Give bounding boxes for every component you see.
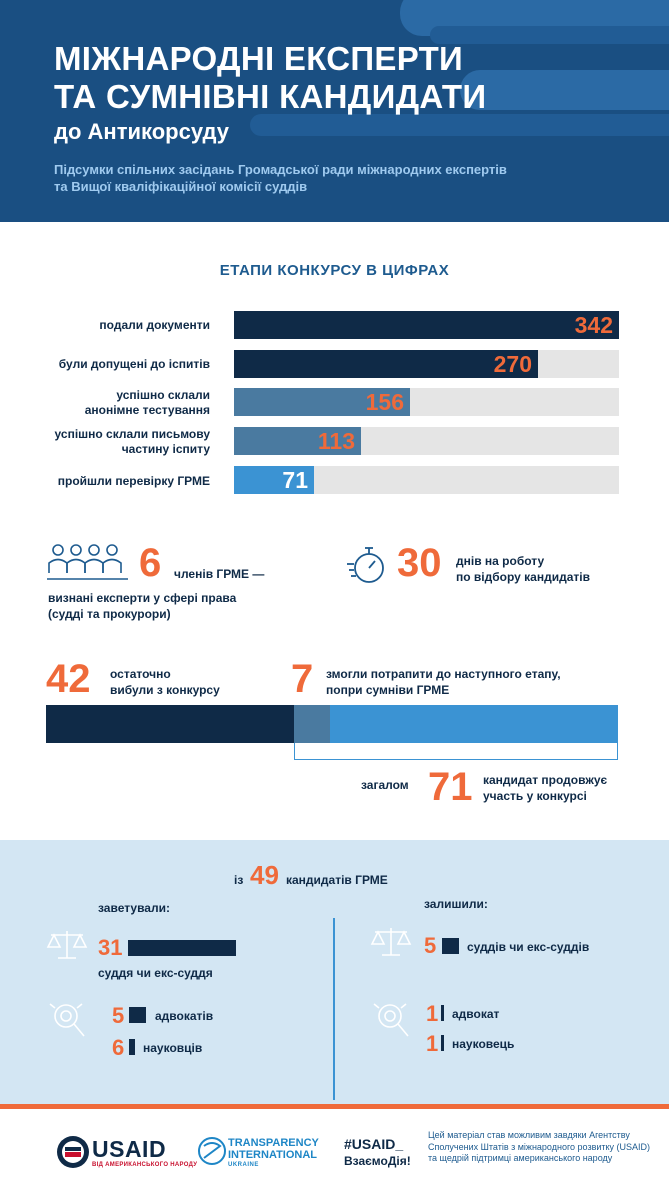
stage-label: були допущені до іспитів bbox=[58, 357, 210, 371]
total-number: 71 bbox=[428, 765, 473, 809]
stages-title: ЕТАПИ КОНКУРСУ В ЦИФРАХ bbox=[219, 262, 450, 279]
stage-bar-track bbox=[234, 466, 619, 494]
stage-value: 270 bbox=[493, 351, 532, 377]
kept-title: залишили: bbox=[424, 897, 488, 911]
vetoed-judges-label: суддя чи екс-суддя bbox=[98, 966, 213, 980]
total-prefix: загалом bbox=[361, 778, 409, 792]
vetoed-scientists-label: науковців bbox=[143, 1041, 203, 1055]
passed-text-line: попри сумніви ГРМЕ bbox=[326, 683, 450, 697]
stage-bar-fill bbox=[234, 427, 361, 455]
days-text-line: днів на роботу bbox=[456, 554, 545, 568]
ti-logo-line: TRANSPARENCY bbox=[228, 1137, 319, 1149]
kept-scientists-number: 1 bbox=[426, 1031, 439, 1056]
kept-lawyers-bar bbox=[441, 1005, 444, 1021]
vetoed-lawyers-bar bbox=[129, 1007, 146, 1023]
total-text-line: кандидат продовжує bbox=[483, 773, 608, 787]
page-title-line: МІЖНАРОДНІ ЕКСПЕРТИ bbox=[54, 40, 464, 77]
header-decoration bbox=[250, 114, 669, 136]
members-text: членів ГРМЕ — bbox=[174, 567, 265, 581]
stage-value: 113 bbox=[317, 428, 355, 454]
passed-text-line: змогли потрапити до наступного етапу, bbox=[326, 667, 561, 681]
stage-bar-track bbox=[234, 427, 619, 455]
usaid-seal-icon bbox=[56, 1135, 90, 1169]
usaid-logo-text: USAID bbox=[92, 1136, 167, 1162]
magnifier-icon bbox=[46, 998, 90, 1052]
kept-judges-bar bbox=[442, 938, 459, 954]
days-text bbox=[456, 553, 590, 585]
passed-number: 7 bbox=[291, 657, 314, 701]
members-number: 6 bbox=[139, 541, 162, 585]
page-subtitle: до Антикорсуду bbox=[54, 119, 229, 144]
total-text-line: участь у конкурсі bbox=[483, 789, 587, 803]
page-title-line: ТА СУМНІВНІ КАНДИДАТИ bbox=[54, 78, 487, 115]
magnifier-icon bbox=[370, 998, 414, 1052]
page-title bbox=[54, 40, 486, 116]
vetoed-scientists-bar bbox=[129, 1039, 135, 1055]
stage-value: 156 bbox=[365, 389, 404, 415]
ti-logo-subtext: UKRAINE bbox=[228, 1162, 259, 1168]
funding-note: Цей матеріал став можливим завдяки Агентству Сполучених Штатів з міжнародного розвитку (USAID) та щедрій підтримці американського народу bbox=[428, 1130, 651, 1163]
hashtag-vzaiemodiia: ВзаємоДія! bbox=[344, 1154, 411, 1168]
dropped-text-line: вибули з конкурсу bbox=[110, 683, 220, 697]
page-description bbox=[54, 161, 554, 195]
stage-bar-track bbox=[234, 388, 619, 416]
stage-value: 342 bbox=[574, 312, 613, 338]
kept-lawyers-number: 1 bbox=[426, 1001, 439, 1026]
stopwatch-icon bbox=[345, 544, 387, 586]
vetoed-lawyers-number: 5 bbox=[112, 1003, 125, 1028]
description-line: та Вищої кваліфікаційної комісії суддів bbox=[54, 179, 308, 194]
stage-bar-track bbox=[234, 350, 619, 378]
members-description-line: визнані експерти у сфері права bbox=[48, 591, 237, 605]
stage-bar-track bbox=[234, 311, 619, 339]
hashtag-usaid: #USAID_ bbox=[344, 1136, 404, 1152]
stage-bar-fill bbox=[234, 350, 538, 378]
dropped-number: 42 bbox=[46, 657, 91, 701]
stage-value: 71 bbox=[282, 467, 308, 493]
total-text bbox=[483, 772, 607, 804]
header-banner bbox=[0, 0, 669, 222]
people-group-icon bbox=[46, 541, 130, 583]
dropped-text-line: остаточно bbox=[110, 667, 171, 681]
dropped-text bbox=[110, 666, 220, 698]
kept-scientists-label: науковець bbox=[452, 1037, 515, 1051]
stage-bar-fill bbox=[234, 466, 314, 494]
passed-text bbox=[326, 666, 561, 698]
passed-despite-doubts-segment bbox=[294, 705, 330, 743]
members-description bbox=[48, 590, 236, 622]
stage-label: подали документи bbox=[99, 318, 210, 332]
vetoed-lawyers-label: адвокатів bbox=[155, 1009, 214, 1023]
vetoed-title: заветували: bbox=[98, 901, 170, 915]
kept-judges-label: суддів чи екс-суддів bbox=[467, 940, 590, 954]
footer-divider bbox=[0, 1104, 669, 1109]
column-divider bbox=[333, 918, 335, 1100]
transparency-international-logo-icon bbox=[198, 1136, 226, 1166]
days-number: 30 bbox=[397, 541, 442, 585]
days-text-line: по відбору кандидатів bbox=[456, 570, 590, 584]
stage-bar-fill bbox=[234, 388, 410, 416]
grme-intro-number: 49 bbox=[250, 860, 279, 890]
kept-judges-number: 5 bbox=[424, 933, 437, 958]
scales-icon bbox=[46, 928, 88, 962]
ti-logo-line: INTERNATIONAL bbox=[228, 1149, 318, 1161]
vetoed-judges-number: 31 bbox=[98, 935, 123, 960]
header-decoration bbox=[460, 70, 669, 110]
members-description-line: (судді та прокурори) bbox=[48, 607, 171, 621]
stage-label: пройшли перевірку ГРМЕ bbox=[57, 474, 210, 488]
grme-intro-prefix: із bbox=[234, 873, 244, 887]
stage-bar-fill bbox=[234, 311, 619, 339]
kept-scientists-bar bbox=[441, 1035, 444, 1051]
stage-label: успішно склали письмову частину іспиту bbox=[54, 427, 210, 456]
vetoed-judges-bar bbox=[128, 940, 236, 956]
total-bracket bbox=[294, 743, 618, 760]
transparency-international-logo-text bbox=[228, 1137, 319, 1161]
stage-label: успішно склали анонімне тестування bbox=[84, 388, 210, 417]
dropped-segment bbox=[46, 705, 294, 743]
kept-lawyers-label: адвокат bbox=[452, 1007, 500, 1021]
scales-icon bbox=[370, 925, 412, 959]
grme-intro-suffix: кандидатів ГРМЕ bbox=[286, 873, 388, 887]
remaining-segment bbox=[330, 705, 618, 743]
description-line: Підсумки спільних засідань Громадської ради міжнародних експертів bbox=[54, 162, 507, 177]
vetoed-scientists-number: 6 bbox=[112, 1035, 125, 1060]
usaid-logo-subtext: ВІД АМЕРИКАНСЬКОГО НАРОДУ bbox=[92, 1162, 198, 1168]
